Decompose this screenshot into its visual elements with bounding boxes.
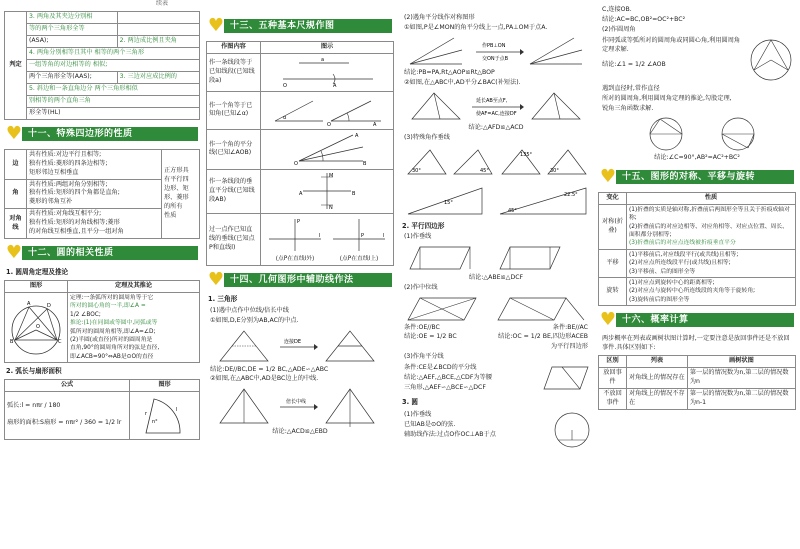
intro-text: 两步概率在列表或画树状图计算时,一定要注意是放回事件还是不放回事件.具体区别如下: <box>602 335 790 352</box>
property-line: (2)对应点所连线段平行(或共线)且相等; <box>629 260 731 267</box>
congruence-item: (ASA); <box>27 35 118 47</box>
property-line: (1)折叠的实质是轴对称,折叠前后两图形全等且关于折痕成轴对称; <box>629 206 790 222</box>
svg-text:A: A <box>27 300 31 307</box>
conclusion: 结论:△AEF,△BCE,△CDF为等腰 <box>404 374 492 382</box>
congruence-item: 3. 两角及其夹边分别相 <box>27 11 118 23</box>
property-line: (1)对应点到旋转中心的距离相等; <box>629 280 715 286</box>
svg-text:N: N <box>329 205 333 212</box>
text-line: (2)作中位线 <box>404 284 438 292</box>
column-header: 图示 <box>261 42 394 54</box>
heart-icon: ♥ <box>207 15 225 36</box>
svg-text:B: B <box>352 191 356 198</box>
property-line: 独有性质:矩形的四个角都是直角; <box>29 189 120 197</box>
text-line: (3)特殊角作垂线 <box>404 133 450 141</box>
heart-icon: ♥ <box>207 268 225 290</box>
arrow-label: 延长AB至点F, <box>476 97 508 104</box>
section-title: 十三、五种基本尺规作图 <box>230 21 335 31</box>
theorem-line: 直角,90°的圆周角所对的弦是直径, <box>70 345 160 352</box>
text-line: ②如图,在△ABC中,AD是BC边上的中线. <box>210 375 319 383</box>
inscribed-angle-aux-figure <box>746 36 796 84</box>
heart-icon: ♥ <box>599 165 617 187</box>
theorem-line: (2)半圆(或直径)所对的圆周角是 <box>70 336 153 343</box>
svg-text:O: O <box>36 323 40 330</box>
inscribed-angle-table <box>4 280 200 363</box>
construction-text: 作一个角等于已知角(已知∠α) <box>207 91 261 129</box>
property-line: 独有性质:菱形的四条边相等; <box>29 159 108 167</box>
section-header-16 <box>598 310 796 330</box>
subheading: 2. 平行四边形 <box>402 221 445 230</box>
condition: 条件:OE//BC <box>404 324 440 332</box>
conclusion: 结论:∠C=90°,AB²=AC²+BC² <box>654 153 740 161</box>
midline-figure <box>206 327 392 365</box>
conclusion: 结论:△AFD≌△ACD <box>468 123 524 131</box>
list-cell: 对角线上的情况存在 <box>627 368 688 389</box>
svg-text:P: P <box>297 219 301 226</box>
svg-text:α: α <box>283 115 287 122</box>
text-line: 辅助线作法:过点O作OC⊥AB于点 <box>404 430 496 438</box>
conclusion: 为平行四边形 <box>550 343 588 351</box>
row-label: 角 <box>5 179 27 209</box>
theorem-line: 推论:(1)在同圆或等圆中,同弧或等 <box>70 320 158 327</box>
section-header-11 <box>4 124 200 144</box>
property-line: 共有性质:两组对角分别相等; <box>29 180 108 188</box>
conclusion: 结论:AC=BC,OB²=OC²+BC² <box>602 15 686 23</box>
heart-icon: ♥ <box>5 122 23 144</box>
svg-text:O: O <box>294 161 298 168</box>
angle-label: 135° <box>520 151 533 158</box>
similarity-item <box>117 23 199 35</box>
page-label: 续表 <box>155 0 168 7</box>
text-line: 遇到直径时,常作直径 <box>602 84 660 92</box>
square-note-line: 形、菱形 <box>164 193 189 201</box>
row-label: 旋转 <box>599 278 627 306</box>
text-line: (1)作垂线 <box>404 410 432 418</box>
column-1 <box>4 0 200 549</box>
section-header-13 <box>206 16 394 36</box>
property-line: 共有性质:对角线互相平分; <box>29 210 102 218</box>
section-title: 十一、特殊四边形的性质 <box>28 128 133 139</box>
svg-text:O: O <box>283 83 287 90</box>
diameter-circle-figures <box>598 115 794 153</box>
column-header: 区别 <box>599 356 627 368</box>
congruence-item: 别相等的两个直角三角 <box>27 95 200 107</box>
text-line: 所对的圆周角,利用圆周角定理的推论,勾股定理, <box>602 94 732 102</box>
property-line: (3)折叠前后的对应点连线被折痕垂直平分 <box>629 240 736 247</box>
congruence-row-label: 判定 <box>5 11 27 119</box>
row-label: 对角线 <box>5 209 27 239</box>
text-line: (1)作垂线 <box>404 233 432 241</box>
section-title: 十四、几何图形中辅助线作法 <box>230 274 354 285</box>
text-line: 已知AB是⊙O的弦. <box>404 420 456 428</box>
column-header: 性质 <box>627 192 796 204</box>
text-line: (3)作角平分线 <box>404 353 444 361</box>
svg-text:C: C <box>58 338 62 345</box>
arc-length-table <box>4 379 200 440</box>
congruence-item: 两个三角形全等(AAS); <box>27 71 118 83</box>
construction-text: 作一个角的平分线(已知∠AOB) <box>207 129 261 169</box>
column-header: 作图内容 <box>207 42 261 54</box>
condition: 条件:CE是∠BCD的平分线 <box>404 364 477 372</box>
median-figure <box>206 385 392 427</box>
condition: 条件:BE//AC <box>552 324 588 332</box>
square-note-line: 的所有 <box>164 202 183 210</box>
subheading: 1. 圆周角定理及推论 <box>6 268 69 277</box>
subheading: 2. 弧长与扇形面积 <box>6 367 62 376</box>
svg-text:l: l <box>383 233 385 240</box>
sector-figure <box>132 393 192 437</box>
congruence-item: 4. 两角分别相等且其中 相等的两个三角形 <box>27 47 200 59</box>
svg-text:M: M <box>329 173 334 180</box>
parallelogram-bisector-figure <box>540 363 592 393</box>
extend-short-figure <box>400 89 590 123</box>
arrow-label: 交ON于点B <box>482 55 509 62</box>
text-line: (2)作圆周角 <box>602 25 636 33</box>
inscribed-angle-figure <box>7 295 65 361</box>
conclusion: 三角形,△AEF∽△BCE∽△DCF <box>404 384 486 392</box>
section-header-12 <box>4 243 200 263</box>
text-line: ①如图,P是∠MON的角平分线上一点,PA⊥OM于点A. <box>404 23 548 31</box>
parallelogram-perpendicular-figure <box>400 243 590 273</box>
section-title: 十六、概率计算 <box>622 315 689 326</box>
svg-text:A: A <box>299 191 303 198</box>
property-line: (3)平移前、后的图形全等 <box>629 268 696 275</box>
figure-caption: (点P在直线l上) <box>339 256 379 263</box>
row-label: 放回事件 <box>599 368 627 389</box>
conclusion: 结论:∠1 = 1/2 ∠AOB <box>602 60 666 68</box>
column-header: 图形 <box>130 379 200 391</box>
heart-icon: ♥ <box>599 309 617 331</box>
parallelogram-midline-figure <box>400 294 590 324</box>
angle-bisector-figure <box>263 131 391 167</box>
similarity-item <box>117 11 199 23</box>
svg-text:D: D <box>47 302 51 309</box>
svg-text:a: a <box>321 57 325 64</box>
tree-cell: 第一层的情况数为n,第二层的情况数为n-1 <box>687 389 795 410</box>
property-line: (1)平移前后,对应线段平行(或共线)且相等; <box>629 251 739 258</box>
arc-length-formula: 弧长:l = nπr / 180 <box>7 402 61 410</box>
angle-label: 22.5° <box>564 191 578 198</box>
property-line: (3)旋转前后的图形全等 <box>629 296 690 303</box>
construction-table <box>206 41 394 266</box>
text-line: 作同弧或等弧所对的圆周角或同圆心角,利用圆周角定理求解. <box>602 36 741 53</box>
theorem-line: 即∠ACB=90°⇔AB是⊙O的直径 <box>70 353 154 360</box>
quadrilateral-table <box>4 149 200 240</box>
property-line: 的对角线互相垂直,且平分一组对角 <box>29 228 124 236</box>
text-line: ①如图,D,E分别为AB,AC的中点. <box>210 316 299 324</box>
tree-cell: 第一层的情况数为n,第二层的情况数为n <box>687 368 795 389</box>
text-line: C,连接OB. <box>602 6 632 13</box>
column-header: 图形 <box>5 280 68 292</box>
arrow-label: 倍长中线 <box>286 399 307 406</box>
special-angle-figures <box>400 144 590 218</box>
column-4 <box>598 0 796 549</box>
property-line: (2)对应点与旋转中心所连线段的夹角等于旋转角; <box>629 288 756 295</box>
theorem-line: 弧所对的圆周角相等,即∠A=∠D; <box>70 328 156 335</box>
probability-table <box>598 355 796 410</box>
theorem-line: 所对的圆心角的一半,即∠A = <box>70 303 146 310</box>
figure-caption: (点P在直线l外) <box>275 256 315 263</box>
perpendicular-bisector-figure <box>263 171 391 211</box>
heart-icon: ♥ <box>5 242 23 264</box>
angle-label: 30° <box>550 167 559 174</box>
section-title: 十五、图形的对称、平移与旋转 <box>622 171 756 182</box>
conclusion: 结论:PB=PA,Rt△AOP≌Rt△BOP <box>404 68 495 76</box>
row-label: 不放回事件 <box>599 389 627 410</box>
transformation-table <box>598 192 796 306</box>
sector-area-formula: 扇形的面积:S扇形 = nπr² / 360 = 1/2 lr <box>7 419 122 427</box>
similarity-item: 3. 三边对应成比例的 <box>117 71 199 83</box>
svg-text:l: l <box>319 233 321 240</box>
segment-construction-figure <box>263 55 391 89</box>
subheading: 3. 圆 <box>402 398 418 407</box>
svg-text:P: P <box>361 233 365 240</box>
column-header: 画树状图 <box>687 356 795 368</box>
construction-text: 作一条线段的垂直平分线(已知线段AB) <box>207 169 261 213</box>
congruence-item: 一组等角的对边相等的 相似; <box>27 59 200 71</box>
text-line: (1)遇中点作中位线/倍长中线 <box>210 306 289 314</box>
theorem-line: 定理:一条弧所对的圆周角等于它 <box>70 294 154 301</box>
svg-text:B: B <box>363 161 367 168</box>
list-cell: 对角线上的情况不存在 <box>627 389 688 410</box>
text-line: 锐角三角函数求解. <box>602 104 654 112</box>
arrow-label: 作PB⊥ON <box>482 42 506 49</box>
sector-radius-label: r <box>145 411 148 418</box>
angle-copy-figure <box>263 93 391 127</box>
conclusion: 结论:OC = 1/2 BE,四边形ACEB <box>498 333 588 341</box>
row-label: 平移 <box>599 249 627 277</box>
square-note-line: 边形、矩 <box>164 184 189 192</box>
construction-text: 作一条线段等于已知线段(已知线段a) <box>207 53 261 91</box>
congruence-item: 形全等(HL) <box>27 107 200 119</box>
construction-text: 过一点作已知直线的垂线(已知点P和直线l) <box>207 213 261 265</box>
angle-label: 45° <box>480 167 489 174</box>
row-label: 边 <box>5 149 27 179</box>
svg-text:A: A <box>333 83 337 90</box>
arrow-label: 使AF=AC,连接DF <box>476 110 517 117</box>
column-header: 列表 <box>627 356 688 368</box>
text-line: (2)遇角平分线作对称图形 <box>404 14 475 21</box>
section-header-15 <box>598 167 796 187</box>
square-note-line: 有平行四 <box>164 176 189 183</box>
text-line: ②如图,在△ABC中,AD平分∠BAC(补短法). <box>404 78 521 86</box>
section-title: 十二、圆的相关性质 <box>28 248 114 259</box>
conclusion: 结论:DE//BC,DE = 1/2 BC,△ADE∽△ABC <box>210 365 329 373</box>
svg-text:O: O <box>327 122 331 128</box>
chord-circle-figure <box>552 410 592 450</box>
conclusion: 结论:△ACD≌△EBD <box>272 428 328 436</box>
svg-text:A: A <box>355 133 359 140</box>
property-line: 矩形邻边互相垂直 <box>29 168 79 176</box>
column-header: 变化 <box>599 192 627 204</box>
angle-label: 30° <box>412 167 421 174</box>
property-line: (2)折叠前后的对应边相等、对应角相等、对应点位置、周长、面积都分别相等; <box>629 223 788 239</box>
conclusion: 结论:△ABE≌△DCF <box>468 274 524 282</box>
svg-text:B: B <box>10 338 14 345</box>
sector-arc-label: l <box>176 407 178 414</box>
similarity-item: 2. 两边成比例且夹角 <box>117 35 199 47</box>
property-line: 菱形的邻角互补 <box>29 198 73 206</box>
property-line: 独有性质:矩形的对角线相等;菱形 <box>29 219 120 227</box>
subheading: 1. 三角形 <box>208 294 238 303</box>
perpendicular-line-figure <box>263 215 391 255</box>
property-line: 共有性质:对边平行且相等; <box>29 150 102 158</box>
square-note-line: 性质 <box>164 211 177 219</box>
congruence-item: 5. 斜边和一条直角边分 两个三角形相似 <box>27 83 200 95</box>
column-2 <box>206 0 394 549</box>
column-header: 公式 <box>5 379 130 391</box>
section-header-14 <box>206 270 394 290</box>
congruence-table <box>4 11 200 120</box>
angle-label: 15° <box>444 199 453 206</box>
svg-text:A: A <box>373 122 377 128</box>
angle-label: 45° <box>508 207 517 214</box>
theorem-line: 1/2 ∠BOC; <box>70 311 101 318</box>
sector-angle-label: n° <box>152 419 158 426</box>
congruence-item: 等的两个三角形全等 <box>27 23 118 35</box>
angle-bisector-symmetry-figure <box>400 34 590 68</box>
row-label: 对称(折叠) <box>599 204 627 249</box>
column-header: 定理及其推论 <box>68 280 200 292</box>
square-note-line: 正方形具 <box>164 167 189 175</box>
arrow-label: 连接DE <box>284 338 302 345</box>
column-3 <box>400 0 592 549</box>
conclusion: 结论:OE = 1/2 BC <box>404 333 457 341</box>
